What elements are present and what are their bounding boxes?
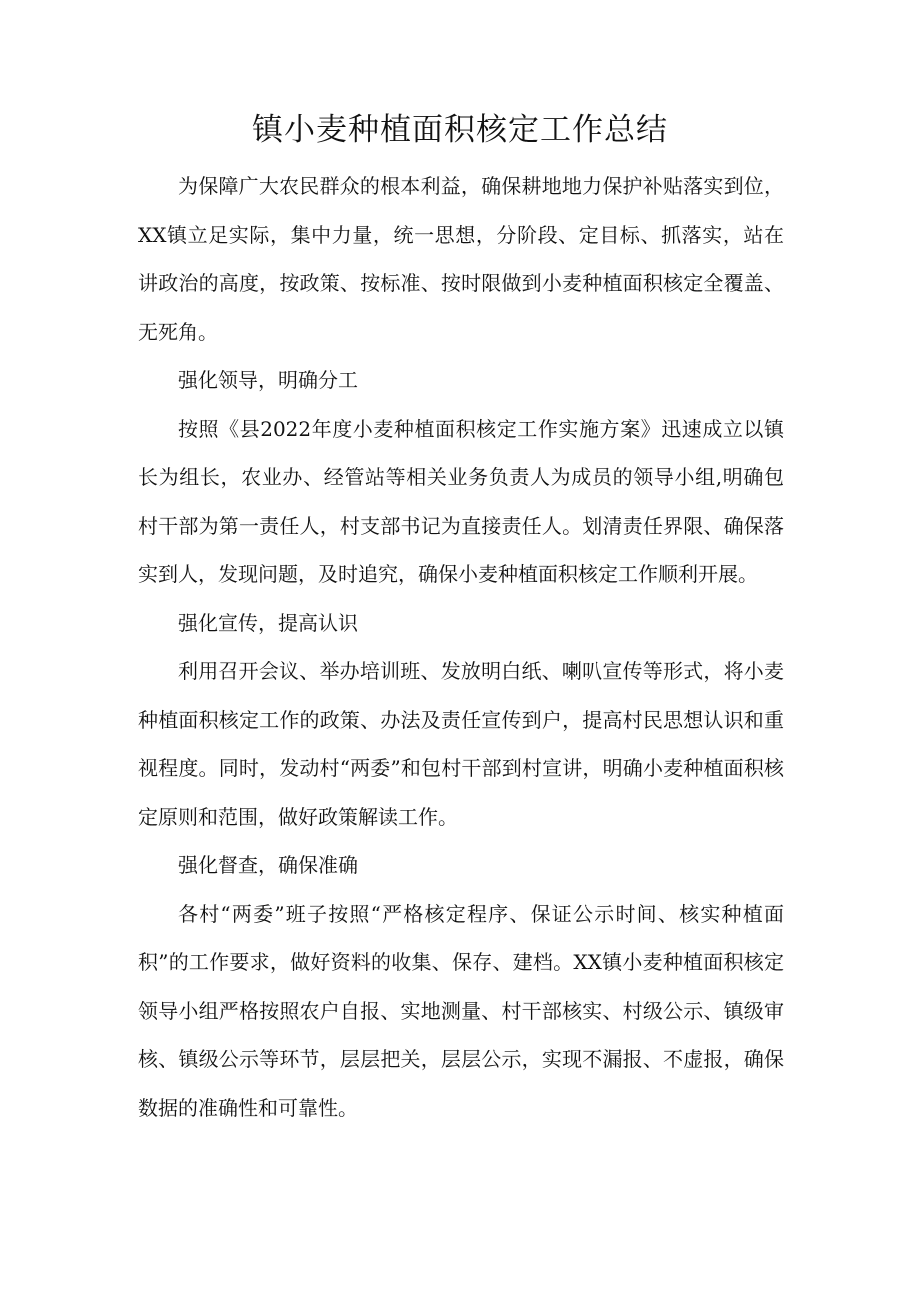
section-heading-leadership: 强化领导，明确分工 [178, 368, 358, 392]
section-heading-publicity: 强化宣传，提高认识 [178, 610, 358, 635]
section-body-leadership: 按照《县2022年度小麦种植面积核定工作实施方案》迅速成立以镇长为组长，农业办、经管站等相关业务负责人为成员的领导小组,明确包村干部为第一责任人，村支部书记为直接责任人。划清责任界限、确保落实到人，发现问题，及时追究，确保小麦种植面积核定工作顺利开展。 [138, 416, 784, 586]
intro-paragraph: 为保障广大农民群众的根本利益，确保耕地地力保护补贴落实到位，XX镇立足实际，集中力量，统一思想，分阶段、定目标、抓落实，站在讲政治的高度，按政策、按标准、按时限做到小麦种植面积核定全覆盖、无死角。 [138, 174, 784, 344]
document-title: 镇小麦种植面积核定工作总结 [252, 112, 668, 148]
section-body-publicity: 利用召开会议、举办培训班、发放明白纸、喇叭宣传等形式，将小麦种植面积核定工作的政策、办法及责任宣传到户，提高村民思想认识和重视程度。同时，发动村“两委”和包村干部到村宣讲，明确小麦种植面积核定原则和范围，做好政策解读工作。 [138, 659, 784, 829]
document-body [138, 162, 784, 1132]
section-body-supervision: 各村“两委”班子按照“严格核定程序、保证公示时间、核实种植面积”的工作要求，做好资料的收集、保存、建档。XX镇小麦种植面积核定领导小组严格按照农户自报、实地测量、村干部核实、村级公示、镇级审核、镇级公示等环节，层层把关，层层公示，实现不漏报、不虚报，确保数据的准确性和可靠性。 [138, 901, 784, 1120]
section-heading-supervision: 强化督查，确保准确 [178, 853, 358, 877]
